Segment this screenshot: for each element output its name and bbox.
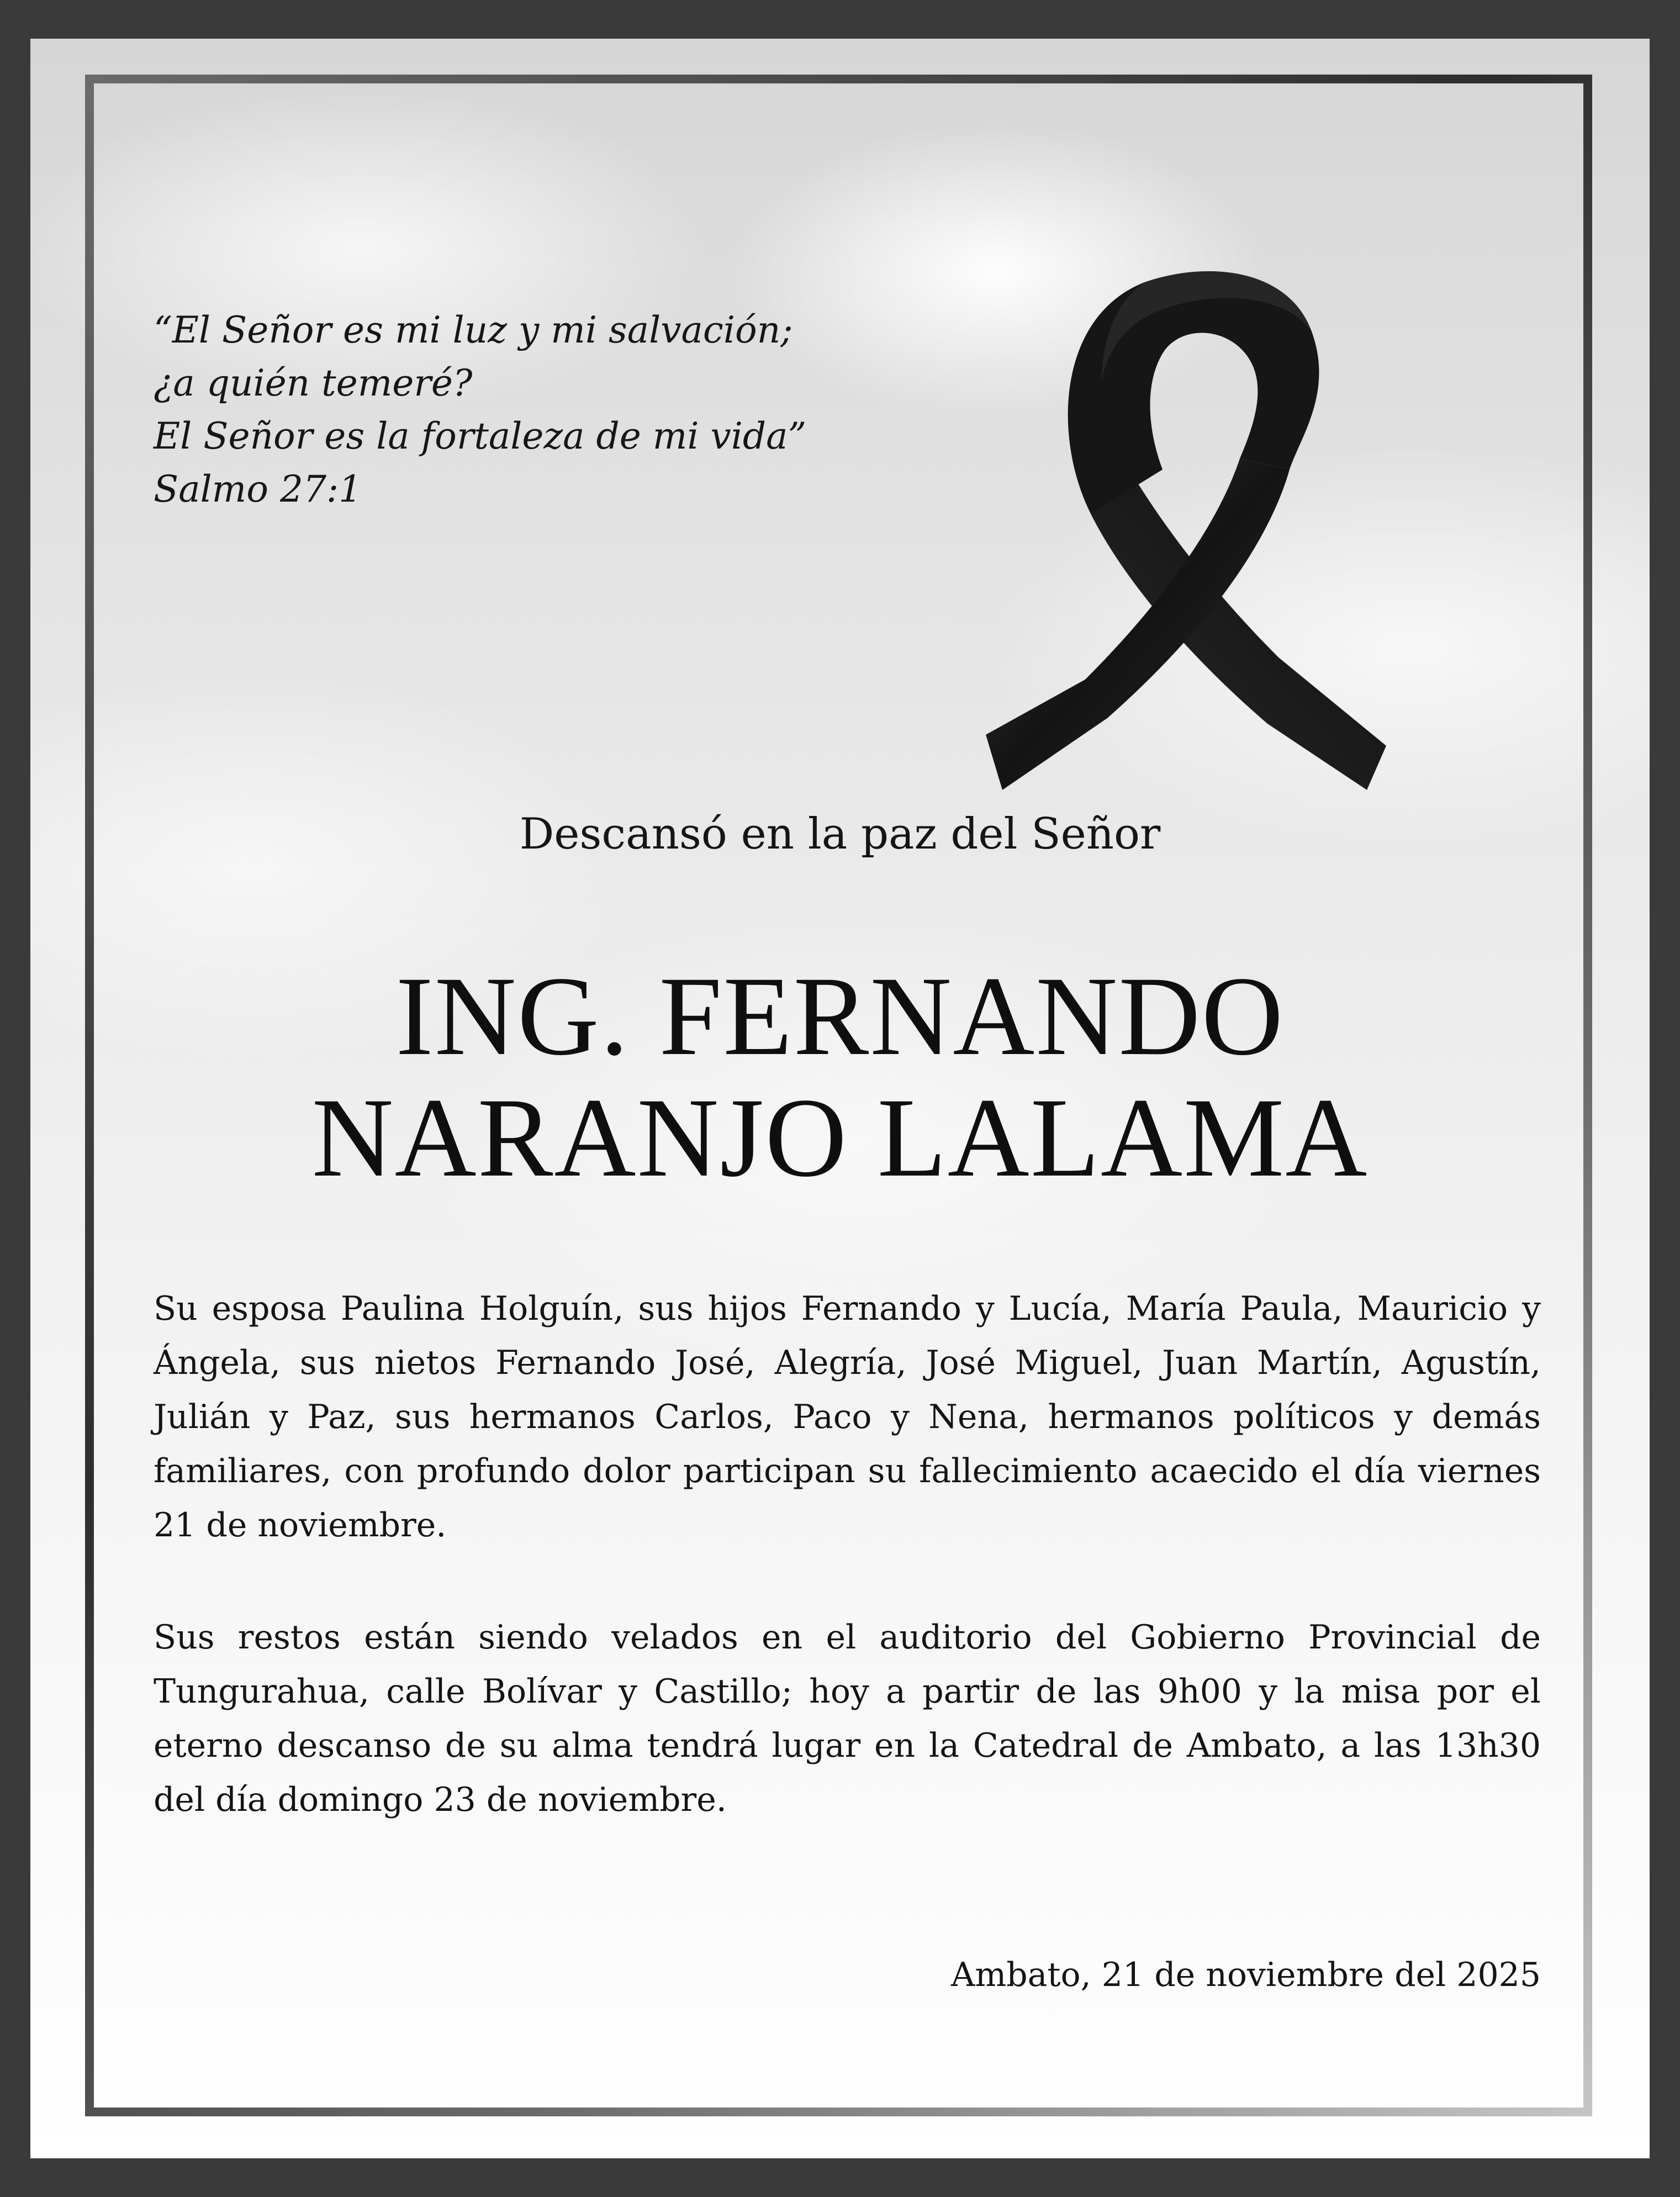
dateline: Ambato, 21 de noviembre del 2025 — [951, 1956, 1541, 1994]
verse-line-1: “El Señor es mi luz y mi salvación; — [154, 309, 793, 351]
mourning-ribbon-icon — [980, 238, 1389, 807]
verse-line-3: El Señor es la fortaleza de mi vida” — [154, 415, 807, 457]
verse-line-2: ¿a quién temeré? — [154, 362, 473, 404]
bible-verse — [154, 304, 806, 516]
deceased-name-line-2: NARANJO LALAMA — [311, 1075, 1369, 1200]
verse-reference: Salmo 27:1 — [154, 468, 362, 510]
deceased-name — [30, 953, 1650, 1200]
deceased-name-line-1: ING. FERNANDO — [395, 953, 1285, 1079]
obituary-page — [30, 39, 1650, 2158]
service-notice-paragraph: Sus restos están siendo velados en el auditorio del Gobierno Provincial de Tungurahua, calle Bolívar y Castillo; hoy a partir de las 9h00 y la misa por el eterno descanso de su alma tendrá lugar en la Catedral de Ambato, a las 13h30 del día domingo 23 de noviembre. — [154, 1618, 1541, 1819]
family-notice-paragraph: Su esposa Paulina Holguín, sus hijos Fernando y Lucía, María Paula, Mauricio y Ángela, sus nietos Fernando José, Alegría, José Miguel, Juan Martín, Agustín, Julián y Paz, sus hermanos Carlos, Paco y Nena, hermanos políticos y demás familiares, con profundo dolor participan su fallecimiento acaecido el día viernes 21 de noviembre. — [154, 1289, 1541, 1545]
rest-in-peace-text: Descansó en la paz del Señor — [519, 809, 1161, 859]
